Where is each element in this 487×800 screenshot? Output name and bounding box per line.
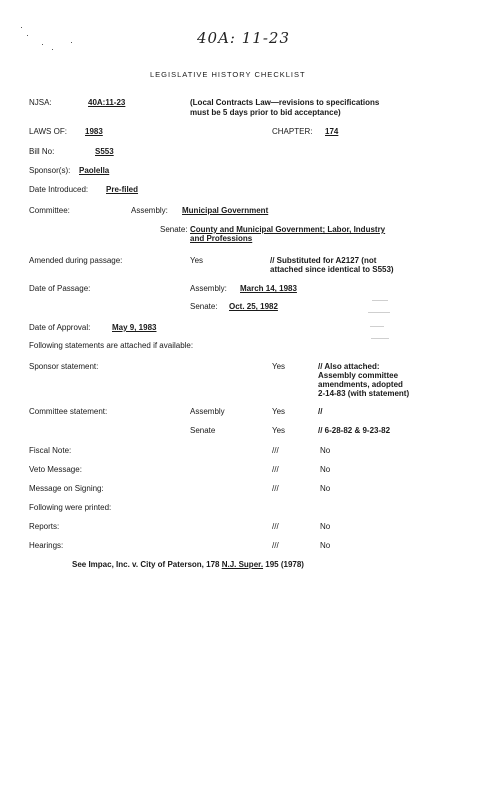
message-on-signing-mark: ///: [272, 484, 279, 493]
hearings-label: Hearings:: [29, 541, 64, 550]
sponsor-statement-note-line4: 2-14-83 (with statement): [318, 389, 410, 398]
veto-message-mark: ///: [272, 465, 279, 474]
following-attached-heading: Following statements are attached if available:: [29, 341, 194, 350]
hearings-value: No: [320, 541, 331, 550]
committee-statement-label: Committee statement:: [29, 407, 108, 416]
reports-label: Reports:: [29, 522, 60, 531]
footnote-prefix: See Impac, Inc. v. City of Paterson, 178: [72, 560, 222, 569]
message-on-signing-value: No: [320, 484, 331, 493]
njsa-value: 40A:11-23: [88, 98, 126, 107]
scan-speck: [21, 27, 22, 28]
committee-senate-value-line1: County and Municipal Government; Labor, Industry: [190, 225, 386, 234]
footnote: [72, 560, 304, 569]
date-introduced-label: Date Introduced:: [29, 185, 89, 194]
laws-of-value: 1983: [85, 127, 103, 136]
committee-statement-senate-yes: Yes: [272, 426, 286, 435]
date-of-approval-value: May 9, 1983: [112, 323, 157, 332]
committee-statement-assembly-label: Assembly: [190, 407, 225, 416]
njsa-note-line2: must be 5 days prior to bid acceptance): [190, 108, 341, 117]
handwritten-number: 40A: 11-23: [197, 29, 290, 47]
laws-of-label: LAWS OF:: [29, 127, 67, 136]
passage-senate-value: Oct. 25, 1982: [229, 302, 278, 311]
amended-yes: Yes: [190, 256, 204, 265]
scan-speck: [52, 49, 53, 50]
committee-assembly-value: Municipal Government: [182, 206, 269, 215]
fiscal-note-mark: ///: [272, 446, 279, 455]
sponsor-statement-label: Sponsor statement:: [29, 362, 99, 371]
committee-label: Committee:: [29, 206, 70, 215]
committee-statement-assembly-yes: Yes: [272, 407, 286, 416]
passage-assembly-label: Assembly:: [190, 284, 227, 293]
footnote-suffix: 195 (1978): [263, 560, 304, 569]
date-introduced-value: Pre-filed: [106, 185, 139, 194]
scan-smudge: [368, 312, 390, 313]
hearings-mark: ///: [272, 541, 279, 550]
veto-message-value: No: [320, 465, 331, 474]
scan-speck: [27, 35, 28, 36]
veto-message-label: Veto Message:: [29, 465, 82, 474]
njsa-note-line1: (Local Contracts Law—revisions to specifications: [190, 98, 380, 107]
bill-no-value: S553: [95, 147, 114, 156]
committee-statement-senate-label: Senate: [190, 426, 216, 435]
following-printed-heading: Following were printed:: [29, 503, 112, 512]
date-of-passage-label: Date of Passage:: [29, 284, 91, 293]
fiscal-note-label: Fiscal Note:: [29, 446, 72, 455]
scan-smudge: [371, 338, 389, 339]
passage-assembly-value: March 14, 1983: [240, 284, 297, 293]
scan-speck: [42, 44, 43, 45]
fiscal-note-value: No: [320, 446, 331, 455]
page-title: LEGISLATIVE HISTORY CHECKLIST: [150, 70, 306, 79]
chapter-value: 174: [325, 127, 339, 136]
scan-smudge: [370, 326, 384, 327]
reports-mark: ///: [272, 522, 279, 531]
sponsor-statement-note-line3: amendments, adopted: [318, 380, 403, 389]
committee-assembly-label: Assembly:: [131, 206, 168, 215]
sponsor-statement-note-line1: // Also attached:: [318, 362, 380, 371]
footnote-cite: N.J. Super.: [221, 560, 264, 569]
passage-senate-label: Senate:: [190, 302, 218, 311]
message-on-signing-label: Message on Signing:: [29, 484, 104, 493]
chapter-label: CHAPTER:: [272, 127, 313, 136]
committee-statement-assembly-note: //: [318, 407, 323, 416]
committee-statement-senate-note: // 6-28-82 & 9-23-82: [318, 426, 391, 435]
amended-note-line2: attached since identical to S553): [270, 265, 394, 274]
amended-label: Amended during passage:: [29, 256, 123, 265]
reports-value: No: [320, 522, 331, 531]
scan-speck: [71, 42, 72, 43]
bill-no-label: Bill No:: [29, 147, 55, 156]
sponsor-statement-note-line2: Assembly committee: [318, 371, 399, 380]
sponsors-label: Sponsor(s):: [29, 166, 71, 175]
scan-smudge: [372, 300, 388, 301]
amended-note-line1: // Substituted for A2127 (not: [270, 256, 377, 265]
sponsors-value: Paolella: [79, 166, 110, 175]
date-of-approval-label: Date of Approval:: [29, 323, 91, 332]
njsa-label: NJSA:: [29, 98, 52, 107]
committee-senate-label: Senate:: [160, 225, 188, 234]
committee-senate-value-line2: and Professions: [190, 234, 253, 243]
sponsor-statement-yes: Yes: [272, 362, 286, 371]
